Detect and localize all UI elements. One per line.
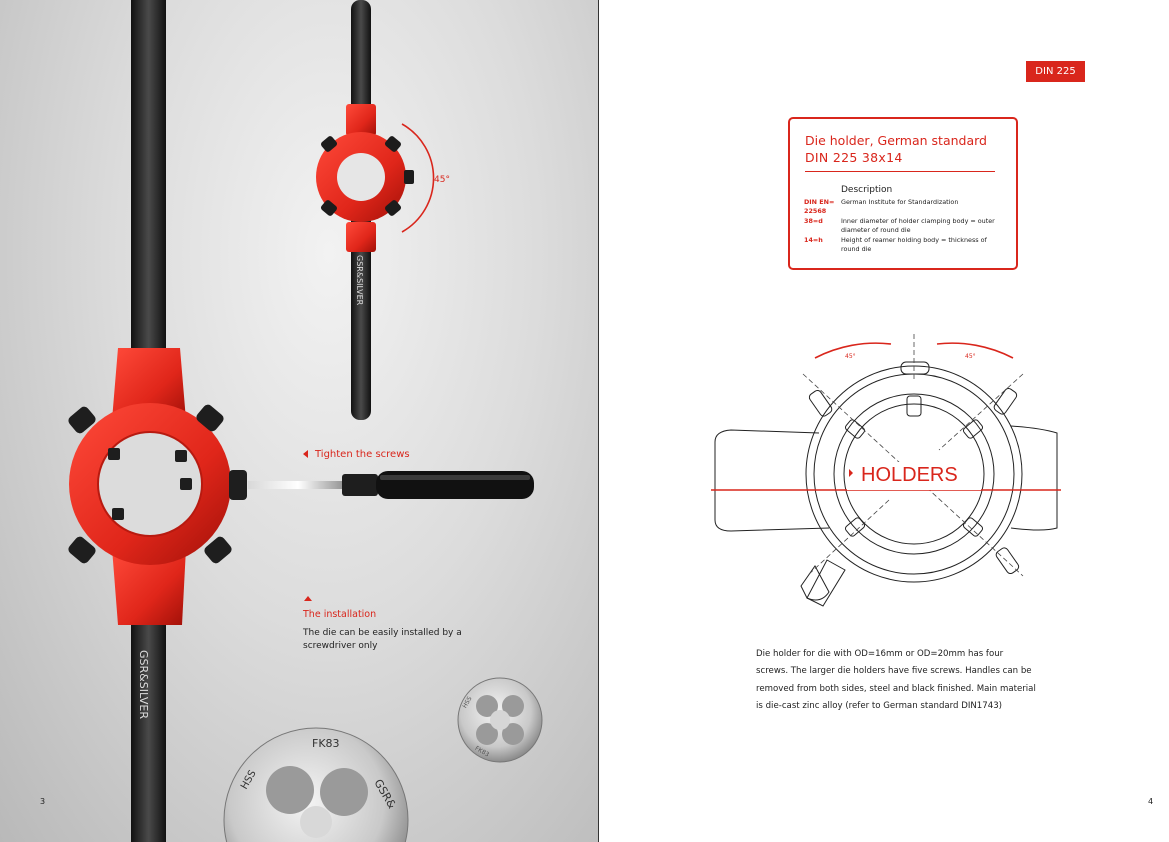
- definition-value: Height of reamer holding body = thickness of round die: [841, 236, 987, 253]
- diagram-angle-right: 45°: [965, 353, 976, 360]
- small-die-mark: FK83: [473, 744, 491, 759]
- installation-title: The installation: [303, 609, 377, 620]
- caption-tighten-screws: [303, 449, 410, 460]
- page-number-right: 4: [1148, 797, 1154, 806]
- holder-line-diagram: [711, 330, 1063, 620]
- definition-value: German Institute for Standardization: [841, 198, 959, 206]
- spec-info-box: [788, 117, 1018, 270]
- right-page: [598, 0, 1169, 842]
- definition-row: [804, 236, 1014, 254]
- infobox-title-line2: DIN 225 38x14: [805, 150, 903, 165]
- definition-row: [804, 198, 1014, 216]
- angle-label: 45°: [434, 175, 450, 185]
- description-heading: Description: [841, 185, 893, 195]
- standard-badge: DIN 225: [1026, 61, 1085, 82]
- small-die-holder: [316, 104, 450, 306]
- left-arrow-icon: [303, 450, 308, 458]
- large-round-die: [224, 728, 408, 842]
- small-round-die: [458, 678, 542, 762]
- large-handle-brand: GSR&SILVER: [137, 650, 150, 719]
- definition-list: [804, 198, 1014, 255]
- installation-body: The die can be easily installed by a screwdriver only: [303, 628, 462, 651]
- definition-key: DIN EN= 22568: [804, 198, 835, 215]
- section-label-holders: HOLDERS: [861, 464, 958, 486]
- definition-row: [804, 217, 1014, 235]
- small-handle-brand: GSR&SILVER: [355, 255, 364, 306]
- definition-key: 14=h: [804, 236, 823, 244]
- large-die-brand: GSR&: [371, 777, 399, 811]
- product-description: Die holder for die with OD=16mm or OD=20mm has four screws. The larger die holders have five screws. Handles can be removed from both sides, steel and black finished. Main material is die-cast zinc alloy (refer to German standard DIN1743): [756, 649, 1036, 711]
- infobox-title-line1: Die holder, German standard: [805, 133, 987, 148]
- small-die-alt-mark: HSS: [461, 695, 474, 710]
- large-die-mark: FK83: [312, 737, 340, 750]
- definition-value: Inner diameter of holder clamping body = outer diameter of round die: [841, 217, 995, 234]
- caption-tighten-screws-text: Tighten the screws: [315, 449, 410, 460]
- definition-key: 38=d: [804, 217, 823, 225]
- diagram-angle-left: 45°: [845, 353, 856, 360]
- infobox-divider: [805, 171, 995, 172]
- large-die-alt-mark: HSS: [239, 768, 259, 792]
- screwdriver: [248, 471, 534, 499]
- up-arrow-icon: [304, 596, 312, 601]
- page-number-left: 3: [40, 797, 46, 806]
